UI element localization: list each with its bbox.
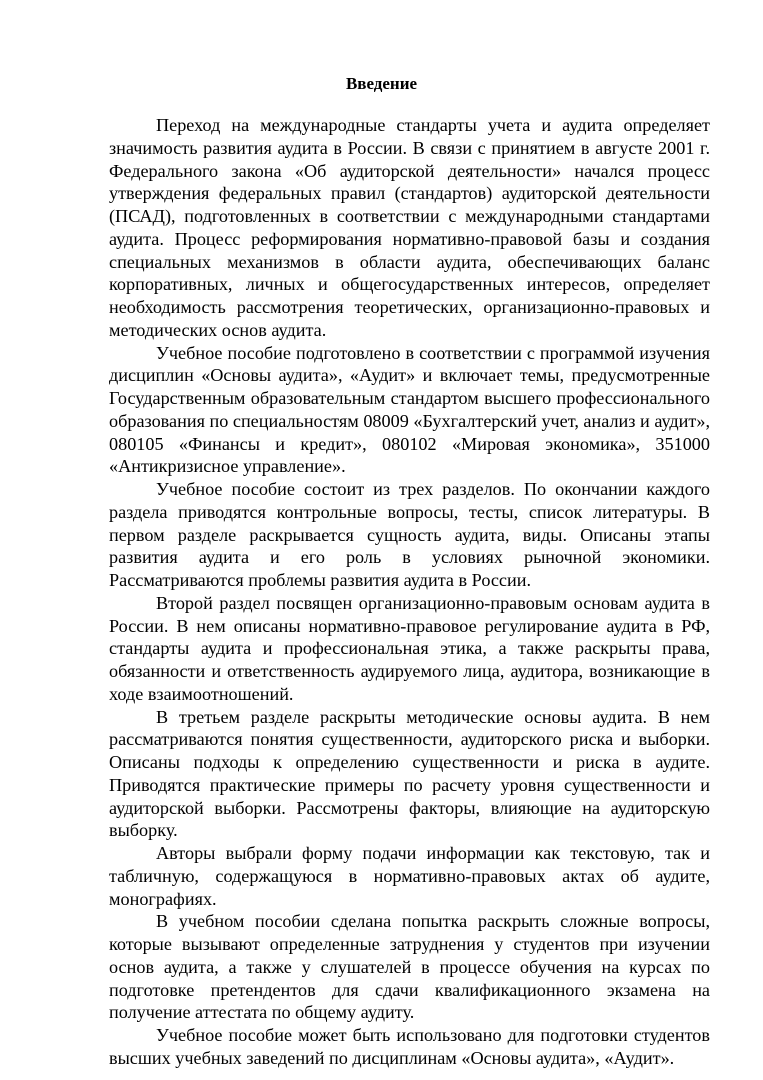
paragraph: Переход на международные стандарты учета и аудита определяет значимость развития аудита в России. В связи с принятием в августе 2001 г. Федерального закона «Об аудиторской деятельности» начался процесс утверждения федеральных правил (стандартов) аудиторской деятельности (ПСАД), подготовленных в соответствии с международными стандартами аудита. Процесс реформирования нормативно-правовой базы и создания специальных механизмов в области аудита, обеспечивающих баланс корпоративных, личных и общегосударственных интересов, определяет необходимость рассмотрения теоретических, организационно-правовых и методических основ аудита. [109, 115, 710, 340]
paragraph: Учебное пособие состоит из трех разделов. По окончании каждого раздела приводятся контрольные вопросы, тесты, список литературы. В первом разделе раскрывается сущность аудита, виды. Описаны этапы развития аудита и его роль в условиях рыночной экономики. Рассматриваются проблемы развития аудита в России. [109, 479, 710, 590]
paragraph: В третьем разделе раскрыты методические основы аудита. В нем рассматриваются понятия существенности, аудиторского риска и выборки. Описаны подходы к определению существенности и риска в аудите. Приводятся практические примеры по расчету уровня существенности и аудиторской выборки. Рассмотрены факторы, влияющие на аудиторскую выборку. [109, 706, 710, 841]
paragraph: Учебное пособие подготовлено в соответствии с программой изучения дисциплин «Основы аудита», «Аудит» и включает темы, предусмотренные Государственным образовательным стандартом высшего профессионального образования по специальностям 08009 «Бухгалтерский учет, анализ и аудит», 080105 «Финансы и кредит», 080102 «Мировая экономика», 351000 «Антикризисное управление». [109, 342, 710, 477]
paragraph: Второй раздел посвящен организационно-правовым основам аудита в России. В нем описаны нормативно-правовое регулирование аудита в РФ, стандарты аудита и профессиональная этика, а также раскрыты права, обязанности и ответственность аудируемого лица, аудитора, возникающие в ходе взаимоотношений. [109, 592, 710, 704]
page-title: Введение [345, 74, 418, 93]
document-body [109, 114, 710, 1070]
paragraph: Авторы выбрали форму подачи информации как текстовую, так и табличную, содержащуюся в нормативно-правовых актах об аудите, монографиях. [109, 843, 710, 909]
paragraph: Учебное пособие может быть использовано для подготовки студентов высших учебных заведений по дисциплинам «Основы аудита», «Аудит». [109, 1025, 710, 1068]
paragraph: В учебном пособии сделана попытка раскрыть сложные вопросы, которые вызывают определенные затруднения у студентов при изучении основ аудита, а также у слушателей в процессе обучения на курсах по подготовке претендентов для сдачи квалификационного экзамена на получение аттестата по общему аудиту. [109, 911, 710, 1023]
